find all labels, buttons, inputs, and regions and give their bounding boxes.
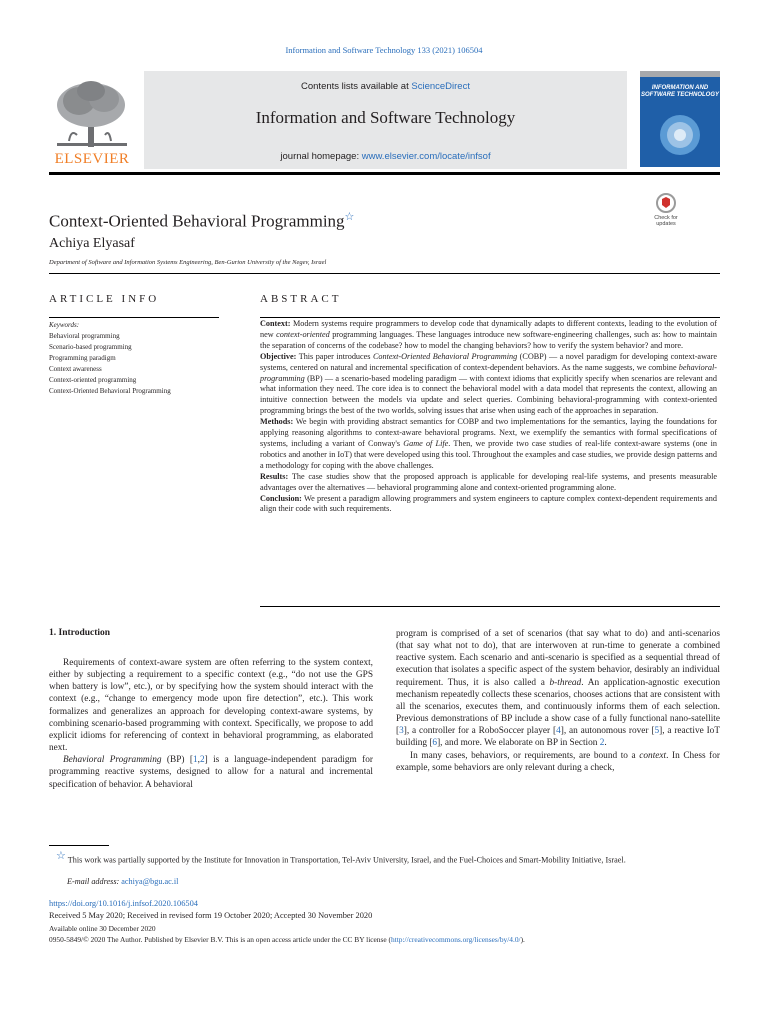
citation-link[interactable]: 5	[654, 726, 660, 737]
journal-name: Information and Software Technology	[255, 108, 516, 127]
intro-left-column	[49, 657, 373, 791]
license-line	[49, 934, 525, 945]
abstract-objective	[260, 352, 717, 417]
citation-link[interactable]: 4	[556, 726, 561, 737]
abstract-bottom-rule	[260, 606, 720, 607]
intro-paragraph	[49, 754, 373, 790]
footnote-rule	[49, 845, 109, 846]
intro-text: ], a reactive IoT building [	[396, 726, 720, 749]
bthread-term: b-thread	[549, 677, 582, 688]
article-info-heading: ARTICLE INFO	[49, 293, 160, 305]
methods-em: Game of Life	[403, 438, 449, 448]
intro-text: . In Chess for example, some behaviors are only relevant during a check,	[396, 750, 720, 773]
keyword-item: Scenario-based programming	[49, 343, 132, 351]
methods-text: We begin with providing abstract semantics for COBP and two implementations for the semantics, laying the foundations for applying reasoning algorithms to context-aware behavioral programs. Next, we exemplify the semantics with formal specifications of systems, including a variant of Conway's	[260, 417, 717, 448]
keywords-label: Keywords:	[49, 321, 80, 329]
abstract-context	[260, 319, 717, 352]
funding-footnote	[49, 851, 720, 866]
results-label: Results:	[260, 471, 289, 481]
context-em: context-oriented	[276, 329, 330, 339]
keyword-item: Context-oriented programming	[49, 376, 137, 384]
context-label: Context:	[260, 319, 291, 328]
journal-cover-image[interactable]	[640, 71, 720, 167]
intro-paragraph	[396, 750, 720, 774]
keyword-item: Programming paradigm	[49, 354, 116, 362]
doi-link[interactable]: https://doi.org/10.1016/j.infsof.2020.106504	[49, 899, 198, 908]
intro-text: ], an autonomous rover [	[560, 726, 655, 737]
intro-text: ] is a language-independent paradigm for programming reactive systems, designed to allow for a natural and incremental specification of behavior. A behavioral	[49, 755, 373, 790]
paper-title	[49, 210, 354, 232]
license-text: ).	[520, 935, 525, 944]
elsevier-wordmark: ELSEVIER	[54, 151, 130, 167]
intro-text: program is comprised of a set of scenarios (that say what to do) and anti-scenarios (that say what not to do), that are interwoven at run-time to generate a combined reactive system. Each scenario and anti-scenario is specified as a sequential thread of execution that isolates a specific aspect of the system behavior, desirably an individual requirement. Thus, it is also called a	[396, 629, 720, 688]
keyword-item: Context-Oriented Behavioral Programming	[49, 387, 171, 395]
contents-prefix: Contents lists available at	[301, 81, 412, 92]
email-footnote	[67, 876, 178, 887]
methods-label: Methods:	[260, 417, 294, 427]
check-for-updates-badge[interactable]	[646, 193, 686, 227]
contents-line	[144, 81, 627, 92]
keyword-item: Context awareness	[49, 365, 102, 373]
header-rule	[49, 172, 720, 175]
citation-link[interactable]: 3	[399, 726, 404, 737]
abstract-results	[260, 472, 717, 494]
email-link[interactable]: achiya@bgu.ac.il	[121, 877, 179, 886]
elsevier-logo	[49, 79, 135, 169]
intro-paragraph: Requirements of context-aware system are often referring to the system context, either by subjecting a requirement to a specific context (e.g., “do not use the GPS when battery is low”, etc.), or by specifying how the system should interact with the context (e.g., “change to emergency mode upon fire detection”, etc.). This work formalizes and generalizes an approach for developing context-aware systems, by combining scenario-based programming with context. Specifically, we propose to add explicit idioms for referencing of context in behavioral programming, as elaborated next.	[49, 658, 373, 754]
received-dates: Received 5 May 2020; Received in revised form 19 October 2020; Accepted 30 November 2020	[49, 911, 373, 920]
citation-link[interactable]: 6	[432, 738, 438, 749]
intro-paragraph	[396, 628, 720, 750]
check-updates-icon	[655, 193, 677, 213]
objective-text: This paper introduces	[296, 351, 373, 361]
context-text: programming languages. These languages introduce new software-engineering challenges, such as: how to maintain the separation of concerns of the codebase? how to model the changing behaviors? how to verify the system behavior? and more.	[260, 329, 718, 350]
citation-link[interactable]: 1	[192, 755, 198, 766]
journal-homepage	[144, 151, 627, 162]
intro-text: (BP) [	[161, 755, 193, 766]
section-link[interactable]: 2	[599, 738, 605, 749]
title-footnote-mark[interactable]: ☆	[344, 211, 355, 223]
license-text: 0950-5849/© 2020 The Author. Published by Elsevier B.V. This is an open access article under the CC BY license (	[49, 935, 391, 944]
cover-title: INFORMATION AND SOFTWARE TECHNOLOGY	[641, 85, 719, 98]
cover-globe-icon	[640, 71, 720, 167]
intro-text: . An application-agnostic execution mechanism repeatedly collects these scenarios, chooses actions that are consistent with all the scenarios, executes them, and continuously informs them of each selection. Previous demonstrations of BP include a show case of a fully functional nano-satellite [	[396, 677, 721, 737]
context-term: context	[639, 750, 667, 761]
footnote-mark: ☆	[56, 850, 66, 862]
conclusion-text: We present a paradigm allowing programmers and system engineers to capture complex context-dependent requirements and align their code with such requirements.	[260, 493, 717, 514]
objective-label: Objective:	[260, 351, 297, 361]
objective-text: (BP) — a scenario-based modeling paradigm — with context idioms that explicitly specify when scenarios are relevant and what information they need. The core idea is to connect the behavioral model with a data model that represents the context, allowing an intuitive connection between the models via update and select queries. Combining behavioral-programming with context-oriented programming brings the best of the two worlds, solving issues that arise when using each of the approaches in separation.	[260, 373, 717, 416]
methods-text: . Then, we provide two case studies of real-life context-aware systems (one in robotics and another in IoT) that were developed using this tool. Throughout the examples and case studies, we provide design patterns and a methodology for coping with the above challenges.	[260, 438, 717, 470]
abstract-body	[260, 319, 717, 515]
license-link[interactable]: http://creativecommons.org/licenses/by/4.0/	[390, 935, 521, 944]
intro-text: ], and more. We elaborate on BP in Section	[437, 738, 600, 749]
keyword-item: Behavioral programming	[49, 332, 120, 340]
sciencedirect-link[interactable]: ScienceDirect	[411, 81, 470, 92]
email-label: E-mail address:	[67, 877, 122, 886]
results-text: The case studies show that the proposed approach is applicable for developing real-life systems, and presents measurable advantages over the alternatives — behavioral programming alone and context-oriented programming alone.	[260, 471, 717, 492]
citation-link[interactable]: 2	[199, 755, 205, 766]
conclusion-label: Conclusion:	[260, 493, 302, 503]
journal-info-box	[144, 71, 627, 169]
objective-em: Context-Oriented Behavioral Programming	[372, 351, 518, 361]
homepage-link[interactable]: www.elsevier.com/locate/infsof	[361, 151, 491, 162]
affiliation-rule	[49, 273, 720, 274]
journal-banner	[49, 71, 627, 169]
abstract-methods	[260, 417, 717, 472]
homepage-prefix: journal homepage:	[280, 151, 362, 162]
journal-reference[interactable]: Information and Software Technology 133 (2021) 106504	[285, 45, 483, 55]
affiliation: Department of Software and Information Systems Engineering, Ben-Gurion University of the Negev, Israel	[49, 259, 327, 266]
check-updates-label: Check for updates	[654, 215, 678, 227]
intro-right-column	[396, 628, 720, 774]
abstract-heading: ABSTRACT	[260, 293, 342, 305]
abstract-rule	[260, 317, 720, 318]
abstract-conclusion	[260, 494, 717, 516]
intro-text: ,	[197, 755, 200, 766]
bp-term: Behavioral Programming	[63, 755, 162, 766]
author-name: Achiya Elyasaf	[49, 236, 135, 251]
intro-heading: 1. Introduction	[49, 628, 111, 638]
objective-em: behavioral-programming	[260, 362, 717, 383]
intro-text: In many cases, behaviors, or requirements, are bound to a	[410, 750, 640, 761]
objective-text: (COBP) — a novel paradigm for developing context-aware systems, centered on natural and incremental specification of context-dependent behaviors. As the name suggests, we combine	[260, 351, 717, 372]
funding-text: This work was partially supported by the Institute for Innovation in Transportation, Tel-Aviv University, Israel, and the Fuel-Choices and Smart-Mobility Initiative, Israel.	[65, 855, 626, 865]
elsevier-tree-icon	[49, 79, 135, 149]
intro-text: ], a controller for a RoboSoccer player [	[403, 726, 557, 737]
context-text: Modern systems require programmers to develop code that dynamically adapts to different contexts, leading to the evolution of new	[260, 319, 717, 339]
article-info-rule	[49, 317, 219, 318]
paper-title-text: Context-Oriented Behavioral Programming	[49, 211, 345, 231]
available-online: Available online 30 December 2020	[49, 924, 156, 933]
keywords-block	[49, 320, 229, 397]
intro-text: .	[604, 738, 607, 749]
